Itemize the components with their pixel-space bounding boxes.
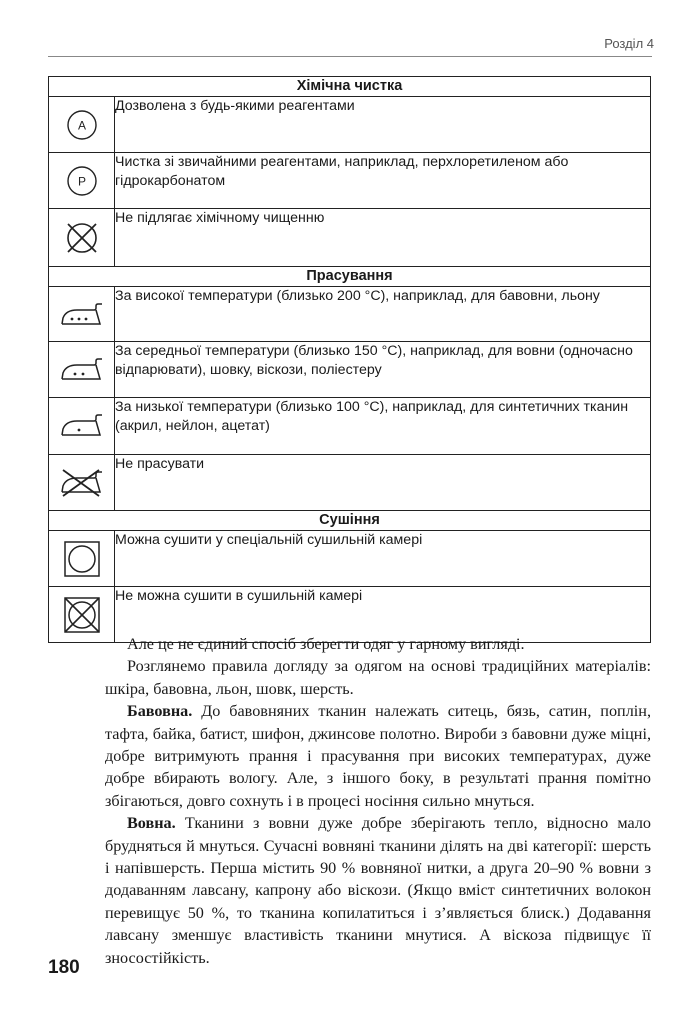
row-description: За середньої температури (близько 150 °С), наприклад, для вовни (одночасно відпарювати), шовку, віскози, поліестеру <box>115 342 651 398</box>
page-number: 180 <box>48 957 80 978</box>
dry-clean-a-icon <box>66 109 98 141</box>
iron-low-icon <box>59 413 105 439</box>
iron-medium-icon <box>59 357 105 383</box>
no-dry-clean-icon <box>64 220 100 256</box>
row-description: Дозволена з будь-якими реагентами <box>115 97 651 153</box>
iron-high-icon <box>59 302 105 328</box>
care-symbols-table <box>48 76 651 643</box>
section-header-drying <box>49 511 651 531</box>
dry-clean-letter: A <box>77 118 86 133</box>
tumble-dry-icon <box>63 540 101 578</box>
paragraph <box>105 812 651 969</box>
section-label: Розділ 4 <box>604 36 654 51</box>
row-description: Не прасувати <box>115 455 651 511</box>
paragraph: Розглянемо правила догляду за одягом на основі традиційних матеріалів: шкіра, бавовна, льон, шовк, шерсть. <box>105 657 651 698</box>
section-title: Прасування <box>49 267 651 287</box>
table-row <box>49 531 651 587</box>
paragraph: Але це не єдиний спосіб зберегти одяг у гарному вигляді. <box>127 635 525 653</box>
row-description: Чистка зі звичайними реагентами, наприклад, перхлоретиленом або гідрокарбонатом <box>115 153 651 209</box>
body-text <box>105 633 651 969</box>
section-header-ironing <box>49 267 651 287</box>
table-row <box>49 153 651 209</box>
table-row <box>49 97 651 153</box>
row-description: Можна сушити у спеціальній сушильній камері <box>115 531 651 587</box>
paragraph-text: До бавовняних тканин належать ситець, бязь, сатин, поплін, тафта, байка, батист, шифон, джинсове полотно. Вироби з бавовни дуже міцні, добре витримують прання і прасування при високих температурах, дуже добре вбирають вологу. Але, з іншого боку, в результаті прання помітно збігаються, довго сохнуть і в процесі носіння сильно мнуться. <box>105 702 651 810</box>
row-description: За низької температури (близько 100 °С), наприклад, для синтетичних тканин (акрил, нейлон, ацетат) <box>115 398 651 455</box>
row-description: Не підлягає хімічному чищенню <box>115 209 651 267</box>
section-title: Сушіння <box>49 511 651 531</box>
table-row <box>49 209 651 267</box>
section-title: Хімічна чистка <box>49 77 651 97</box>
paragraph-lead: Вовна. <box>127 814 176 833</box>
row-description: Не можна сушити в сушильній камері <box>115 587 651 643</box>
paragraph-text: Тканини з вовни дуже добре зберігають тепло, відносно мало брудняться й мнуться. Сучасні вовняні тканини ділять на дві категорії: шерсть і напівшерсть. Перша містить 90 % вовняної нитки, а друга 20–90 % вовни з додаванням лавсану, капрону або віскози. (Якщо вміст синтетичних волокон перевищує 50 %, то тканина копилатиться і з’являється блиск.) Додавання лавсану зменшує властивість тканини мнутися. А віскоза підвищує її зносостійкість. <box>105 814 651 967</box>
table-row <box>49 342 651 398</box>
header-rule <box>48 56 652 57</box>
table-row <box>49 398 651 455</box>
dry-clean-p-icon <box>66 165 98 197</box>
no-iron-icon <box>59 468 105 498</box>
paragraph-lead: Бавовна. <box>127 702 193 721</box>
section-header-dry-cleaning <box>49 77 651 97</box>
table-row <box>49 455 651 511</box>
paragraph <box>105 700 651 812</box>
dry-clean-letter: P <box>77 174 86 189</box>
table-row <box>49 287 651 342</box>
no-tumble-dry-icon <box>63 596 101 634</box>
row-description: За високої температури (близько 200 °С), наприклад, для бавовни, льону <box>115 287 651 342</box>
